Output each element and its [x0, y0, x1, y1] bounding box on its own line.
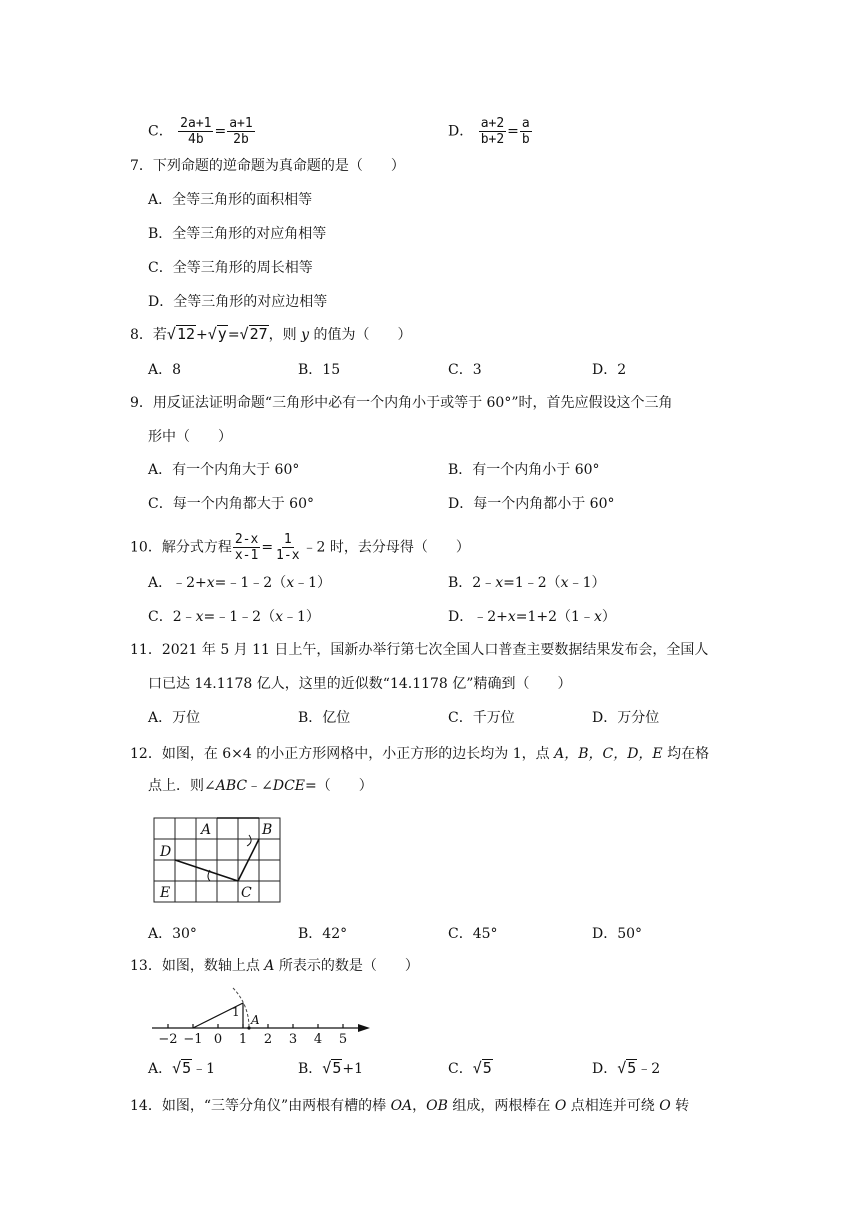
q11-option-b: B．亿位	[298, 710, 351, 726]
q12-option-a: A．30°	[148, 926, 197, 942]
q14-stem-line1: 14．如图，“三等分角仪”由两根有槽的棒 OA，OB 组成，两根棒在 O 点相连并可绕 O 转	[130, 1098, 690, 1114]
axis-arrow-icon	[358, 1024, 370, 1032]
q8-option-d: D．2	[592, 362, 627, 378]
tick-label: 1	[238, 1032, 248, 1046]
q10-option-b: B．2﹣x=1﹣2（x﹣1）	[448, 575, 606, 591]
q7-stem: 7．下列命题的逆命题为真命题的是（ ）	[130, 158, 405, 174]
q13-option-d: D．√5﹣2	[592, 1059, 661, 1077]
q8-option-b: B．15	[298, 362, 341, 378]
q8-stem: 8．若√12+√y=√27，则 y 的值为（ ）	[130, 325, 412, 343]
q10-option-a: A．﹣2+x=﹣1﹣2（x﹣1）	[148, 575, 332, 591]
point-label-d: D	[160, 844, 172, 860]
q7-option-a: A．全等三角形的面积相等	[148, 192, 313, 208]
unit-label: 1	[232, 1005, 240, 1019]
fraction: $\frac{a}{b}$	[521, 116, 530, 147]
q12-stem-line2: 点上．则∠ABC﹣∠DCE=（ ）	[148, 778, 373, 794]
fraction: $\frac{a+2}{b+2}$	[480, 116, 505, 147]
q13-option-c: C．√5	[448, 1059, 492, 1077]
q9-option-d: D．每一个内角都小于 60°	[448, 496, 615, 512]
number-line-figure	[148, 986, 378, 1046]
q6-option-d: D． $\frac{a+2}{b+2}$ = $\frac{a}{b}$	[448, 116, 530, 147]
q8-option-a: A．8	[148, 362, 182, 378]
tick-label: 2	[263, 1032, 273, 1046]
q11-option-c: C．千万位	[448, 710, 515, 726]
q13-option-b: B．√5+1	[298, 1059, 363, 1077]
tick-label: 0	[213, 1032, 223, 1046]
q12-option-b: B．42°	[298, 926, 348, 942]
fraction: $\frac{a+1}{2b}$	[229, 116, 253, 147]
q12-option-c: C．45°	[448, 926, 498, 942]
q11-option-a: A．万位	[148, 710, 201, 726]
q9-option-a: A．有一个内角大于 60°	[148, 462, 300, 478]
fraction: $\frac{1}{1-x}$	[276, 532, 300, 563]
q11-option-d: D．万分位	[592, 710, 660, 726]
tick-label: −1	[183, 1032, 203, 1046]
q7-option-d: D．全等三角形的对应边相等	[148, 294, 328, 310]
q7-option-b: B．全等三角形的对应角相等	[148, 226, 327, 242]
tick-label: 3	[288, 1032, 298, 1046]
q7-option-c: C．全等三角形的周长相等	[148, 260, 313, 276]
tick-label: 5	[338, 1032, 348, 1046]
q12-stem-line1: 12．如图，在 6×4 的小正方形网格中，小正方形的边长均为 1，点 A，B，C，D，E 均在格	[130, 746, 710, 762]
q11-stem-line1: 11．2021 年 5 月 11 日上午，国新办举行第七次全国人口普查主要数据结果发布会，全国人	[130, 642, 709, 658]
q6-option-c: C． $\frac{2a+1}{4b}$ = $\frac{a+1}{2b}$	[148, 116, 253, 147]
tick-label: 4	[313, 1032, 323, 1046]
q9-option-c: C．每一个内角都大于 60°	[148, 496, 314, 512]
fraction: $\frac{2-x}{x-1}$	[234, 532, 259, 563]
q10-stem: 10．解分式方程 $\frac{2-x}{x-1}$ = $\frac{1}{1-x}$ ﹣2 时，去分母得（ ）	[130, 532, 470, 563]
angle-arc-b	[247, 835, 251, 846]
q9-stem-line1: 9．用反证法证明命题“三角形中必有一个内角小于或等于 60°”时，首先应假设这个三角	[130, 395, 673, 411]
q13-option-a: A．√5﹣1	[148, 1059, 216, 1077]
q13-stem: 13．如图，数轴上点 A 所表示的数是（ ）	[130, 958, 419, 974]
point-a-label: A	[251, 1013, 260, 1027]
q11-stem-line2: 口已达 14.1178 亿人，这里的近似数“14.1178 亿”精确到（ ）	[148, 676, 572, 692]
q10-option-d: D．﹣2+x=1+2（1﹣x）	[448, 609, 616, 625]
q9-stem-line2: 形中（ ）	[148, 429, 232, 445]
point-label-b: B	[262, 822, 273, 838]
q12-option-d: D．50°	[592, 926, 643, 942]
tick-label: −2	[158, 1032, 178, 1046]
grid-figure	[150, 814, 286, 906]
q9-option-b: B．有一个内角小于 60°	[448, 462, 600, 478]
point-label-e: E	[160, 885, 171, 901]
q8-option-c: C．3	[448, 362, 482, 378]
point-label-a: A	[201, 822, 212, 838]
q10-option-c: C．2﹣x=﹣1﹣2（x﹣1）	[148, 609, 320, 625]
fraction: $\frac{2a+1}{4b}$	[180, 116, 212, 147]
point-label-c: C	[241, 885, 252, 901]
